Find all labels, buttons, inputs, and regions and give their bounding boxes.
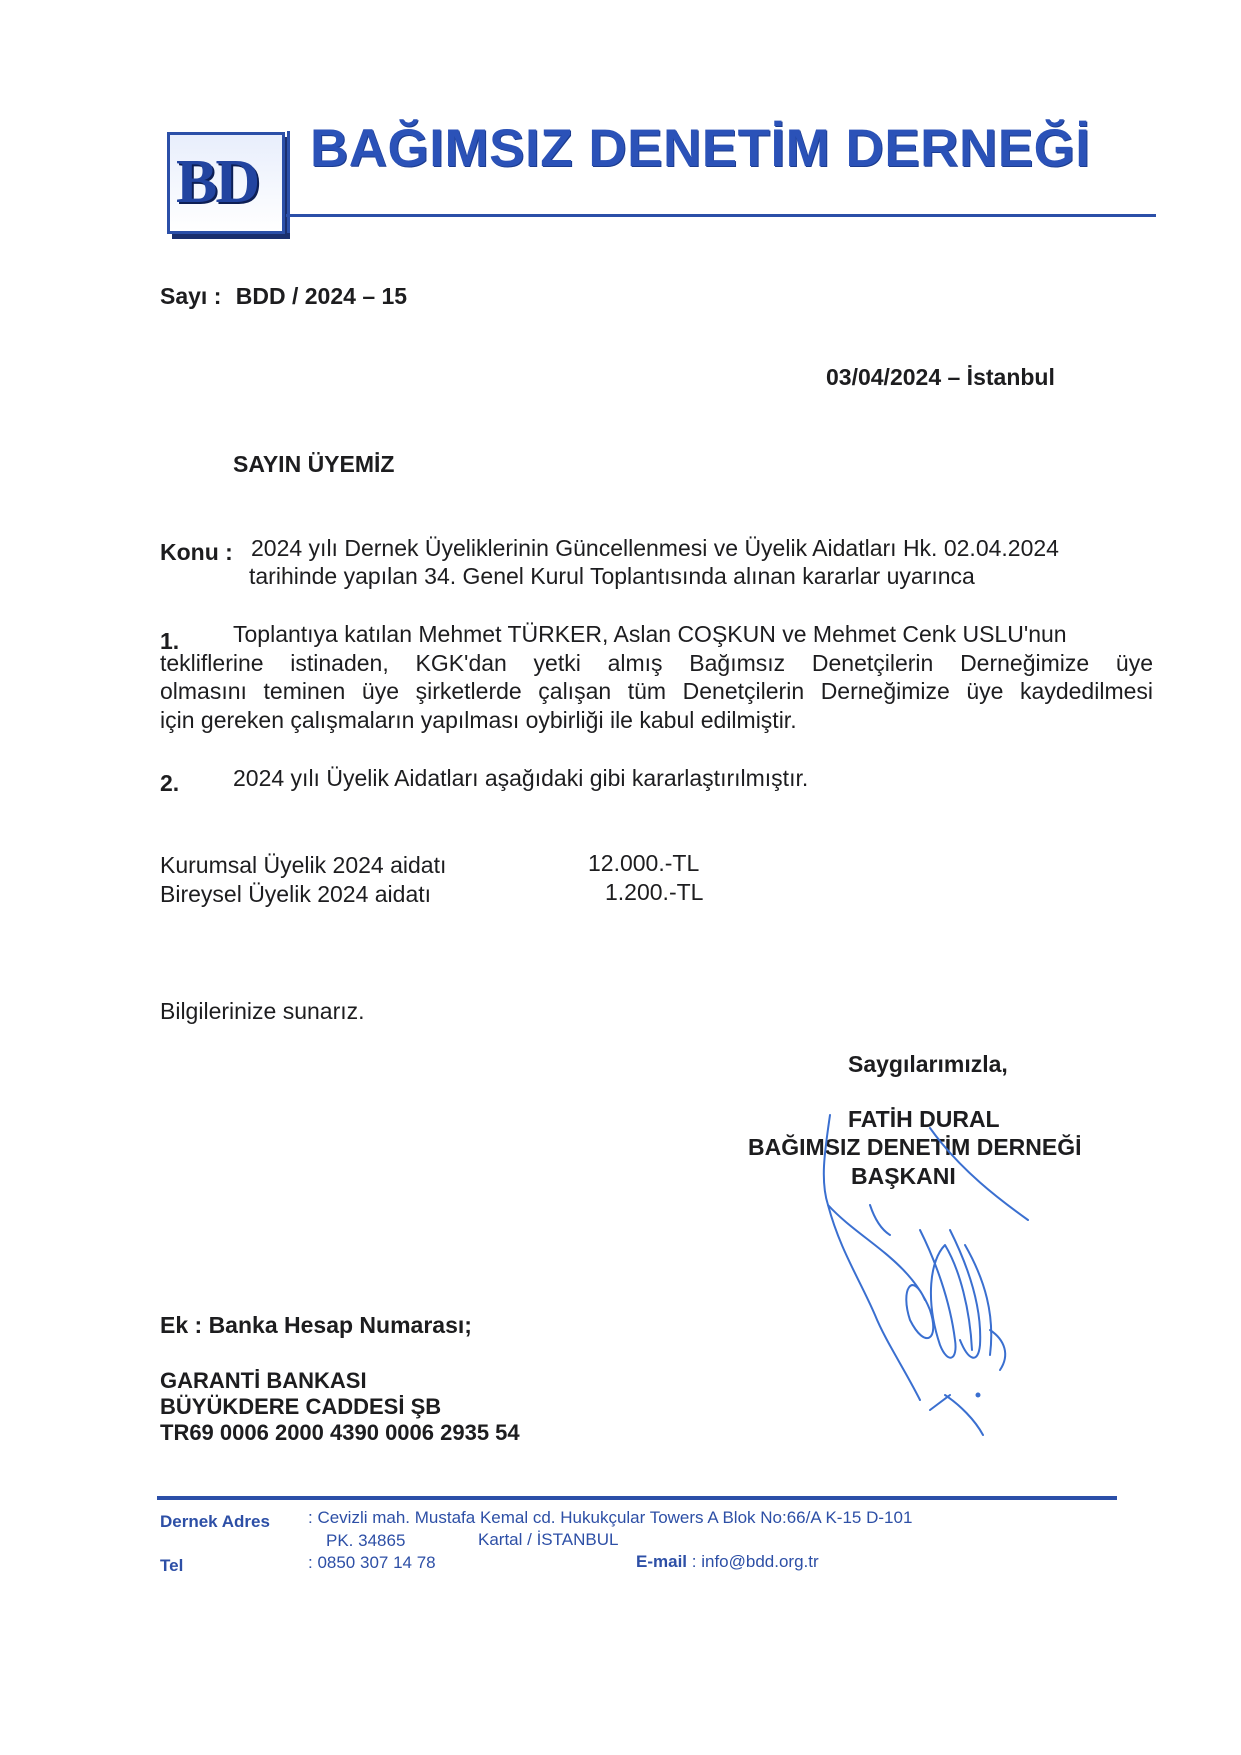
logo: [167, 132, 285, 234]
item-line: tekliflerine istinaden, KGK'dan yetki almış Bağımsız Denetçilerin Derneğimize üye: [160, 650, 1153, 676]
tel-value: : 0850 307 14 78: [308, 1553, 436, 1572]
signature: [800, 1110, 1040, 1440]
item-line: için gereken çalışmaların yapılması oybirliği ile kabul edilmiştir.: [160, 707, 797, 733]
logo-text: BD: [176, 148, 259, 216]
closing-text: Bilgilerinize sunarız.: [160, 998, 365, 1024]
regards: Saygılarımızla,: [848, 1051, 1008, 1077]
bank-branch: BÜYÜKDERE CADDESİ ŞB: [160, 1394, 442, 1419]
salutation: SAYIN ÜYEMİZ: [233, 451, 395, 477]
reference-number: [160, 283, 407, 310]
item-line: 2024 yılı Üyelik Aidatları aşağıdaki gibi kararlaştırılmıştır.: [233, 765, 809, 791]
item-number: 1.: [160, 628, 180, 654]
address-label: Dernek Adres: [160, 1512, 270, 1531]
subject-line-2: tarihinde yapılan 34. Genel Kurul Toplantısında alınan kararlar uyarınca: [249, 563, 975, 589]
tel-label: Tel: [160, 1556, 184, 1575]
item-number: 2.: [160, 770, 180, 796]
address-city: Kartal / İSTANBUL: [478, 1530, 619, 1549]
fee-amount: 1.200.-TL: [605, 879, 704, 905]
address-pk: PK. 34865: [326, 1531, 406, 1550]
item-line: Toplantıya katılan Mehmet TÜRKER, Aslan COŞKUN ve Mehmet Cenk USLU'nun: [233, 621, 1067, 647]
fee-label: Bireysel Üyelik 2024 aidatı: [160, 881, 432, 907]
address-line: : Cevizli mah. Mustafa Kemal cd. Hukukçular Towers A Blok No:66/A K-15 D-101: [308, 1508, 913, 1527]
org-name: BAĞIMSIZ DENETİM DERNEĞİ: [310, 119, 1091, 178]
reference-label: Sayı :: [160, 283, 222, 309]
email: [636, 1552, 819, 1572]
date-place: 03/04/2024 – İstanbul: [826, 364, 1055, 390]
footer-rule: [157, 1496, 1117, 1500]
logo-divider: [287, 131, 290, 233]
signatory-org: BAĞIMSIZ DENETİM DERNEĞİ: [748, 1134, 1082, 1160]
item-line: olmasını teminen üye şirketlerde çalışan tüm Denetçilerin Derneğimize üye kaydedilmesi: [160, 678, 1153, 704]
email-label: E-mail: [636, 1552, 688, 1571]
header-rule: [286, 214, 1156, 217]
attachment-label: Ek : Banka Hesap Numarası;: [160, 1312, 472, 1338]
reference-value: BDD / 2024 – 15: [235, 283, 408, 309]
bank-iban: TR69 0006 2000 4390 0006 2935 54: [160, 1420, 520, 1445]
signatory-title: BAŞKANI: [851, 1163, 956, 1189]
signatory-name: FATİH DURAL: [848, 1106, 1000, 1132]
subject-label: Konu :: [160, 539, 233, 565]
fee-label: Kurumsal Üyelik 2024 aidatı: [160, 852, 447, 878]
subject-line-1: 2024 yılı Dernek Üyeliklerinin Güncellenmesi ve Üyelik Aidatları Hk. 02.04.2024: [251, 535, 1059, 561]
fee-amount: 12.000.-TL: [588, 850, 700, 876]
email-value: : info@bdd.org.tr: [691, 1552, 819, 1571]
bank-name: GARANTİ BANKASI: [160, 1368, 367, 1393]
